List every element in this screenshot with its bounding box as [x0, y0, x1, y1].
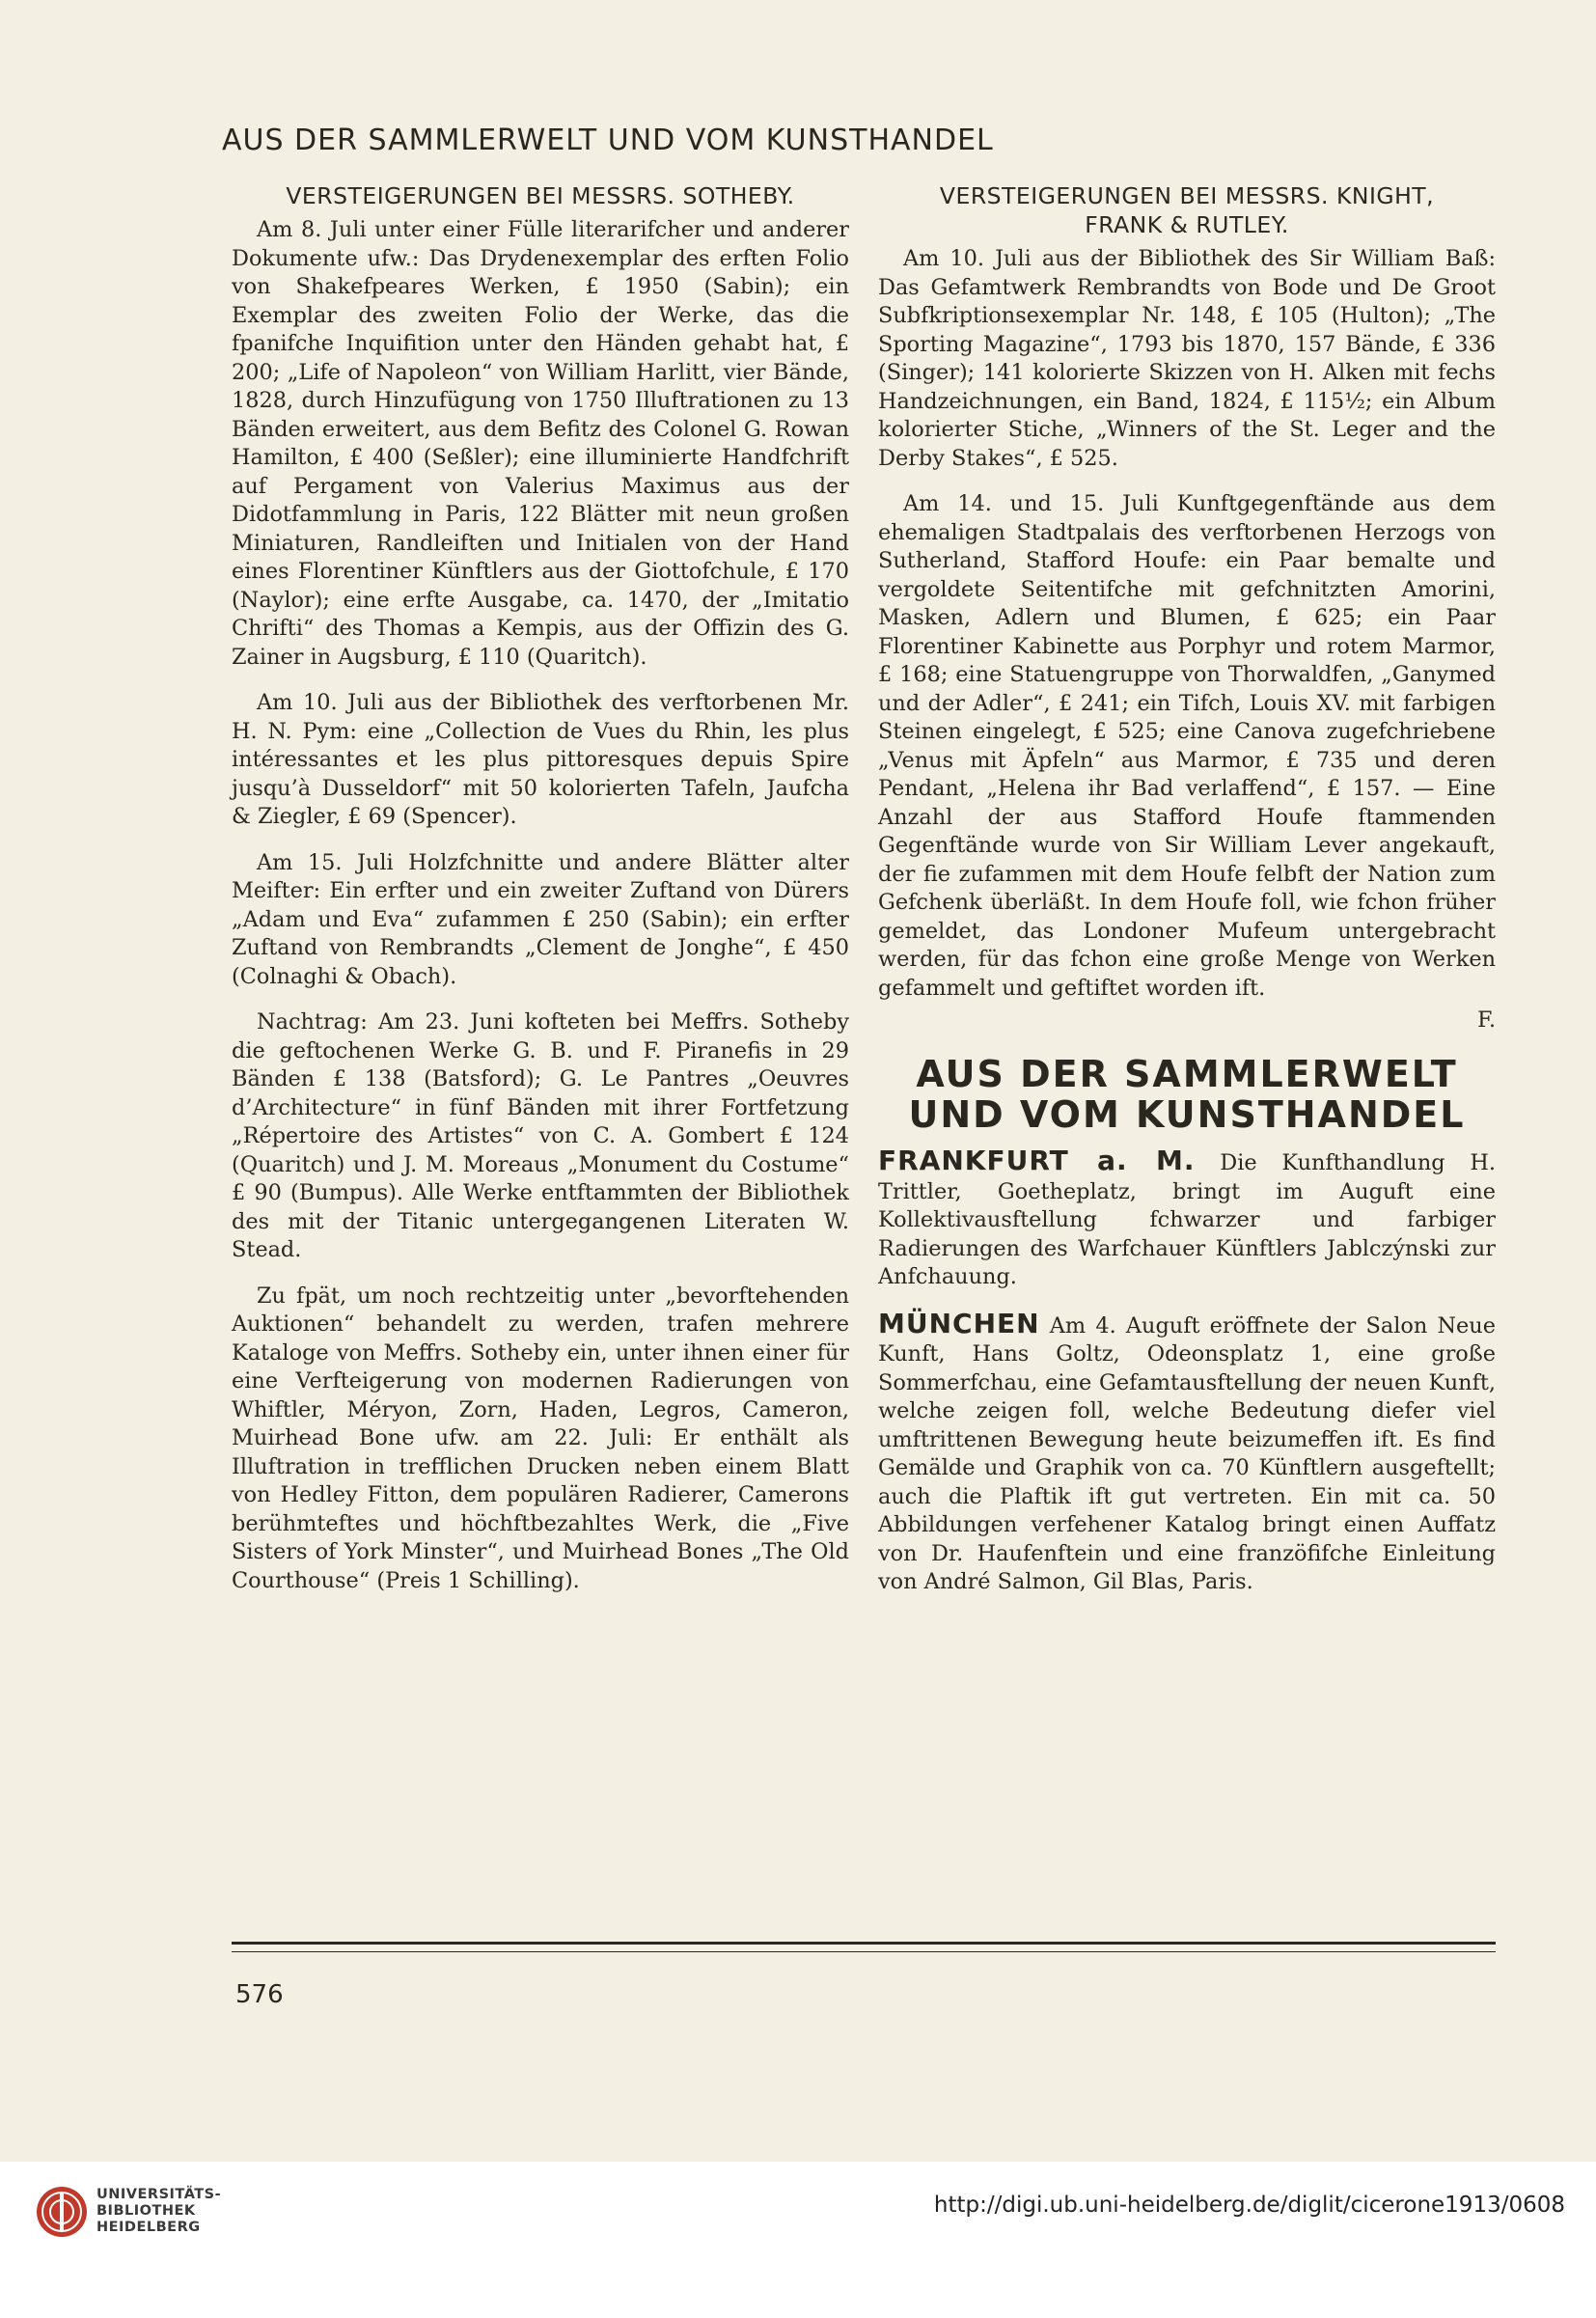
bottom-rule-thick: [232, 1942, 1496, 1945]
muenchen-entry: [878, 1307, 1496, 1597]
paragraph: Zu fpät, um noch rechtzeitig unter „bevorftehenden Auktionen“ behandelt zu werden, trafen mehrere Kataloge von Meffrs. Sotheby ein, unter ihnen einer für eine Verfteigerung von modernen Radierungen von Whiftler, Méryon, Zorn, Haden, Legros, Cameron, Muirhead Bone ufw. am 22. Juli: Er enthält als Illuftration in trefflichen Drucken neben einem Blatt von Hedley Fitton, dem populären Radierer, Camerons berühmteftes und höchftbezahltes Werk, die „Five Sisters of York Minster“, und Muirhead Bones „The Old Courthouse“ (Preis 1 Schilling).: [232, 1283, 849, 1593]
right-column: [878, 181, 1496, 1614]
frankfurt-entry: [878, 1146, 1496, 1292]
left-column: [232, 181, 849, 1613]
page-number: 576: [235, 1980, 284, 2009]
paragraph: Am 14. und 15. Juli Kunftgegenftände aus dem ehemaligen Stadtpalais des verftorbenen Herzogs von Sutherland, Stafford Houfe: ein Paar bemalte und vergoldete Seitentifche mit gefchnitzten Amorini, Masken, Adlern und Blumen, £ 625; ein Paar Florentiner Kabinette aus Porphyr und rotem Marmor, £ 168; eine Statuengruppe von Thorwaldfen, „Ganymed und der Adler“, £ 241; ein Tifch, Louis XV. mit farbigen Steinen eingelegt, £ 525; eine Canova zugefchriebene „Venus mit Äpfeln“ aus Marmor, £ 735 und deren Pendant, „Helena ihr Bad verlaffend“, £ 157. — Eine Anzahl der aus Stafford Houfe ftammenden Gegenftände wurde von Sir William Lever angekauft, der fie zufammen mit dem Houfe felbft der Nation zum Gefchenk überläßt. In dem Houfe foll, wie fchon früher gemeldet, das Londoner Mufeum untergebracht werden, für das fchon eine große Menge von Werken gefammelt und geftiftet worden ift.: [878, 491, 1496, 1001]
bottom-rule-thin: [232, 1951, 1496, 1952]
paragraph: Nachtrag: Am 23. Juni kofteten bei Meffrs. Sotheby die geftochenen Werke G. B. und F. Piranefis in 29 Bänden £ 138 (Batsford); G. Le Pantres „Oeuvres d’Architecture“ in fünf Bänden mit ihrer Fortfetzung „Répertoire des Artistes“ von C. A. Gombert £ 124 (Quaritch) und J. M. Moreaus „Monument du Costume“ £ 90 (Bumpus). Alle Werke entftammten der Bibliothek des mit der Titanic untergegangenen Literaten W. Stead.: [232, 1009, 849, 1262]
paragraph: Am 10. Juli aus der Bibliothek des verftorbenen Mr. H. N. Pym: eine „Collection de Vues du Rhin, les plus intéressantes et les plus pittoresques depuis Spire jusqu’à Dusseldorf“ mit 50 kolorierten Tafeln, Jaufcha & Ziegler, £ 69 (Spencer).: [232, 690, 849, 829]
heading-line: FRANK & RUTLEY.: [1085, 211, 1289, 238]
running-header: AUS DER SAMMLERWELT UND VOM KUNSTHANDEL: [222, 124, 994, 157]
paragraph: Am 10. Juli aus der Bibliothek des Sir William Baß: Das Gefamtwerk Rembrandts von Bode und De Groot Subfkriptionsexemplar Nr. 148, £ 105 (Hulton); „The Sporting Magazine“, 1793 bis 1870, 157 Bände, £ 336 (Singer); 141 kolorierte Skizzen von H. Alken mit fechs Handzeichnungen, ein Band, 1824, £ 115½; ein Album kolorierter Stiche, „Winners of the St. Leger and the Derby Stakes“, £ 525.: [878, 246, 1496, 471]
library-seal-icon: [35, 2185, 89, 2239]
entry-text: Die Kunfthandlung H. Trittler, Goetheplatz, bringt im Auguft eine Kollektivausftellung fchwarzer und farbiger Radierungen des Warfchauer Künftlers Jablczýnski zur Anfchauung.: [878, 1150, 1496, 1289]
sotheby-heading: VERSTEIGERUNGEN BEI MESSRS. SOTHEBY.: [286, 182, 795, 209]
city-name: FRANKFURT a. M.: [878, 1145, 1196, 1176]
section-title: [878, 1054, 1496, 1135]
paragraph: Am 15. Juli Holzfchnitte und andere Blätter alter Meifter: Ein erfter und ein zweiter Zuftand von Dürers „Adam und Eva“ zufammen £ 250 (Sabin); ein erfter Zuftand von Rembrandts „Clement de Jonghe“, £ 450 (Colnaghi & Obach).: [232, 849, 849, 989]
source-url-link[interactable]: http://digi.ub.uni-heidelberg.de/diglit/cicerone1913/0608: [933, 2193, 1565, 2218]
heading-line: VERSTEIGERUNGEN BEI MESSRS. KNIGHT,: [939, 182, 1435, 209]
city-name: MÜNCHEN: [878, 1307, 1040, 1339]
library-logo-text: [96, 2187, 221, 2236]
author-signature: F.: [1477, 1008, 1496, 1033]
paragraph: Am 8. Juli unter einer Fülle literarifcher und anderer Dokumente ufw.: Das Drydenexemplar des erften Folio von Shakefpeares Werken, £ 1950 (Sabin); ein Exemplar des zweiten Folio der Werke, das die fpanifche Inquifition unter den Händen gehabt hat, £ 200; „Life of Napoleon“ von William Harlitt, vier Bände, 1828, durch Hinzufügung von 1750 Illuftrationen zu 13 Bänden erweitert, aus dem Befitz des Colonel G. Rowan Hamilton, £ 400 (Seßler); eine illuminierte Handfchrift auf Pergament von Valerius Maximus aus der Didotfammlung in Paris, 122 Blätter mit neun großen Miniaturen, Randleiften und Initialen von der Hand eines Florentiner Künftlers aus der Giottofchule, £ 170 (Naylor); eine erfte Ausgabe, ca. 1470, der „Imitatio Chrifti“ des Thomas a Kempis, aus der Offizin des G. Zainer in Augsburg, £ 110 (Quaritch).: [232, 217, 849, 670]
logo-line: BIBLIOTHEK: [96, 2203, 196, 2219]
footer-bar: [0, 2162, 1596, 2318]
logo-line: UNIVERSITÄTS-: [96, 2187, 222, 2202]
knight-frank-heading: [878, 181, 1496, 239]
logo-line: HEIDELBERG: [96, 2220, 201, 2235]
section-title-line: UND VOM KUNSTHANDEL: [908, 1093, 1466, 1136]
section-title-line: AUS DER SAMMLERWELT: [916, 1053, 1458, 1095]
entry-text: Am 4. Auguft eröffnete der Salon Neue Kunft, Hans Goltz, Odeonsplatz 1, eine große Sommerfchau, eine Gefamtausftellung der neuen Kunft, welche zeigen foll, welche Bedeutung diefer viel umftrittenen Bewegung heute beizumeffen ift. Es find Gemälde und Graphik von ca. 70 Künftlern ausgeftellt; auch die Plaftik ift gut vertreten. Ein mit ca. 50 Abbildungen verfehener Katalog bringt einen Auffatz von Dr. Haufenftein und eine franzöfifche Einleitung von André Salmon, Gil Blas, Paris.: [878, 1312, 1496, 1594]
